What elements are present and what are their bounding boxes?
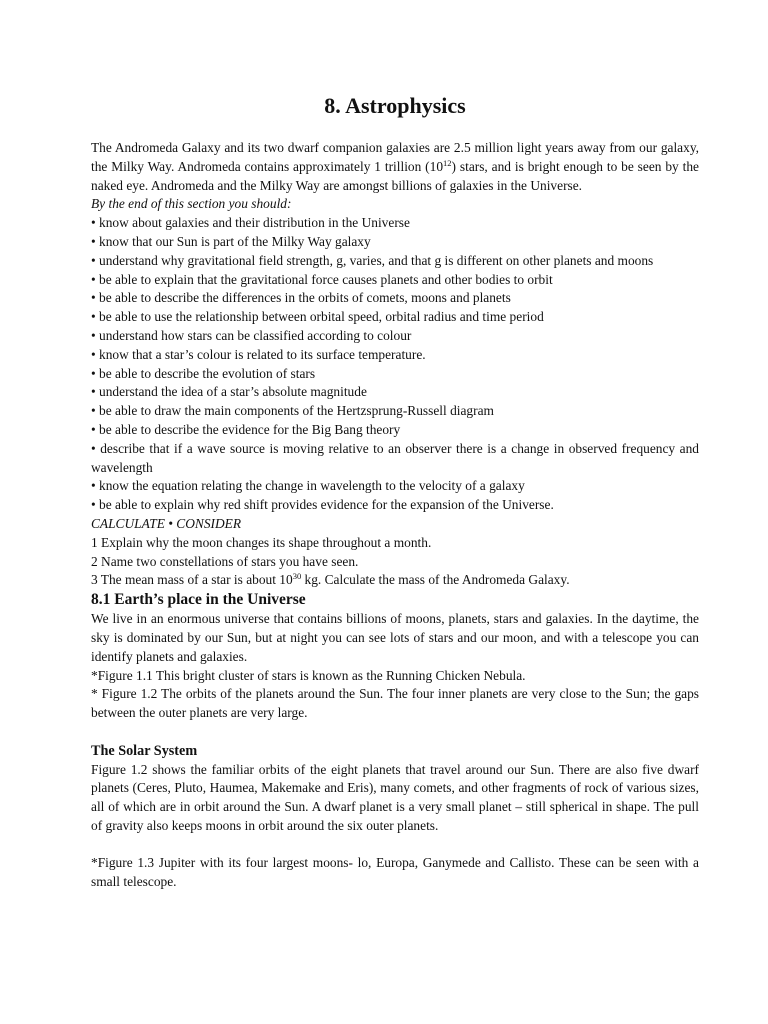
section-8-1-paragraph: We live in an enormous universe that contains billions of moons, planets, stars and galaxies. In the daytime, the sky is dominated by our Sun, but at night you can see lots of stars and our moon, and with a telescope you can identify planets and galaxies.	[91, 611, 699, 664]
intro-text-start: The Andromeda Galaxy and its two dwarf companion galaxies are 2.5 million light years away from our galaxy, the Milky Way. Andromeda contains approximately 1 trillion (10	[91, 140, 699, 174]
objective-item: • understand why gravitational field strength, g, varies, and that g is different on other planets and moons	[91, 252, 654, 268]
figure-1-2-caption: * Figure 1.2 The orbits of the planets around the Sun. The four inner planets are very close to the Sun; the gaps between the outer planets are very large.	[91, 686, 699, 721]
objectives-heading: By the end of this section you should:	[91, 196, 292, 212]
question-1: 1 Explain why the moon changes its shape throughout a month.	[91, 534, 432, 550]
objective-item: • be able to describe the evolution of stars	[91, 365, 316, 381]
objective-item: • be able to describe the differences in the orbits of comets, moons and planets	[91, 290, 511, 306]
paragraph-spacer	[91, 836, 699, 855]
question-2: 2 Name two constellations of stars you have seen.	[91, 553, 359, 569]
question-3-text-start: 3 The mean mass of a star is about 10	[91, 572, 293, 588]
objective-item: • be able to draw the main components of the Hertzsprung-Russell diagram	[91, 403, 494, 419]
objective-item: • understand the idea of a star’s absolute magnitude	[91, 384, 367, 400]
figure-1-3-caption: *Figure 1.3 Jupiter with its four largest moons- lo, Europa, Ganymede and Callisto. These can be seen with a small telescope.	[91, 855, 699, 890]
solar-system-heading: The Solar System	[91, 742, 198, 759]
question-3-exponent: 30	[292, 571, 302, 582]
page-title: 8. Astrophysics	[324, 93, 466, 118]
document-page	[91, 92, 699, 892]
section-8-1-heading: 8.1 Earth’s place in the Universe	[91, 591, 306, 609]
objective-item: • be able to explain why red shift provides evidence for the expansion of the Universe.	[91, 497, 554, 513]
intro-exponent: 12	[443, 157, 452, 168]
objective-item: • describe that if a wave source is moving relative to an observer there is a change in observed frequency and wavelength	[91, 440, 699, 475]
objective-item: • know that a star’s colour is related to its surface temperature.	[91, 346, 426, 362]
intro-text-end: ) stars, and is bright enough to be seen by the naked eye. Andromeda and the Milky Way are amongst billions of galaxies in the Universe.	[91, 158, 699, 193]
objective-item: • be able to explain that the gravitational force causes planets and other bodies to orbit	[91, 271, 553, 287]
objective-item: • know about galaxies and their distribution in the Universe	[91, 215, 410, 231]
figure-1-1-caption: *Figure 1.1 This bright cluster of stars is known as the Running Chicken Nebula.	[91, 667, 526, 683]
intro-paragraph	[91, 139, 699, 195]
objective-item: • be able to describe the evidence for the Big Bang theory	[91, 421, 401, 437]
objective-item: • know the equation relating the change in wavelength to the velocity of a galaxy	[91, 478, 525, 494]
solar-system-paragraph: Figure 1.2 shows the familiar orbits of the eight planets that travel around our Sun. There are also five dwarf planets (Ceres, Pluto, Haumea, Makemake and Eris), many comets, and other fragments of rock of various sizes, all of which are in orbit around the Sun. A dwarf planet is a very small planet – still spherical in shape. The pull of gravity also keeps moons in orbit around the six outer planets.	[91, 761, 699, 833]
question-3	[91, 571, 699, 590]
calculate-consider-heading: CALCULATE • CONSIDER	[91, 515, 242, 531]
objectives-list	[91, 214, 699, 515]
question-3-text-end: kg. Calculate the mass of the Andromeda Galaxy.	[301, 572, 570, 588]
objective-item: • be able to use the relationship between orbital speed, orbital radius and time period	[91, 309, 544, 325]
objective-item: • understand how stars can be classified according to colour	[91, 327, 412, 343]
objective-item: • know that our Sun is part of the Milky Way galaxy	[91, 233, 371, 249]
